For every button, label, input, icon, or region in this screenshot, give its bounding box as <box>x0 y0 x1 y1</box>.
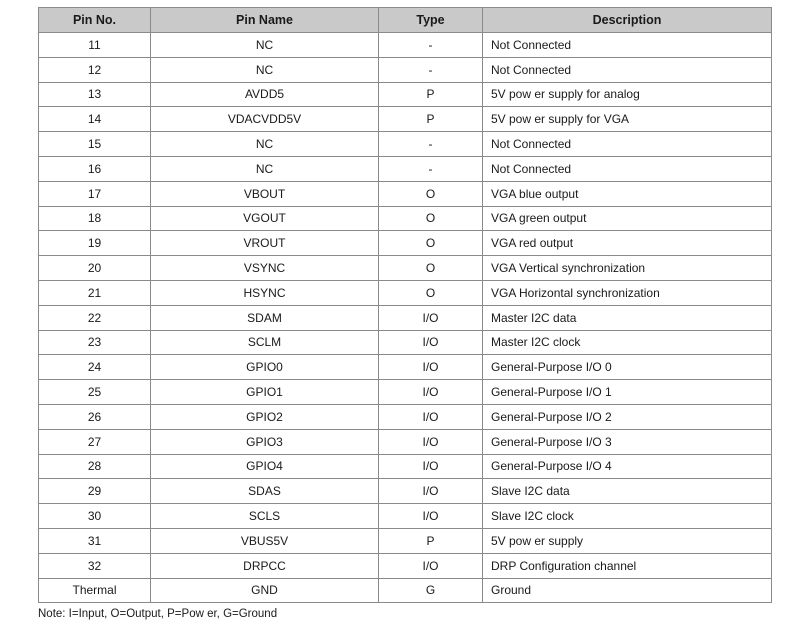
cell-type: G <box>379 578 483 603</box>
cell-pin-no: Thermal <box>39 578 151 603</box>
table-row <box>39 206 772 231</box>
cell-pin-no: 28 <box>39 454 151 479</box>
table-row <box>39 57 772 82</box>
cell-pin-name: NC <box>151 33 379 58</box>
cell-type: - <box>379 33 483 58</box>
cell-description: VGA green output <box>483 206 772 231</box>
cell-type: O <box>379 206 483 231</box>
cell-pin-no: 31 <box>39 528 151 553</box>
cell-pin-no: 20 <box>39 256 151 281</box>
cell-pin-name: NC <box>151 57 379 82</box>
cell-description: VGA blue output <box>483 181 772 206</box>
cell-type: I/O <box>379 380 483 405</box>
cell-type: I/O <box>379 504 483 529</box>
cell-description: Not Connected <box>483 33 772 58</box>
cell-pin-no: 27 <box>39 429 151 454</box>
pin-table-body <box>39 33 772 603</box>
cell-type: O <box>379 256 483 281</box>
cell-type: I/O <box>379 404 483 429</box>
table-row <box>39 132 772 157</box>
cell-description: Master I2C clock <box>483 330 772 355</box>
cell-description: General-Purpose I/O 0 <box>483 355 772 380</box>
table-row <box>39 33 772 58</box>
cell-description: Not Connected <box>483 132 772 157</box>
cell-description: VGA red output <box>483 231 772 256</box>
cell-pin-name: VBUS5V <box>151 528 379 553</box>
cell-description: Slave I2C data <box>483 479 772 504</box>
cell-pin-name: HSYNC <box>151 280 379 305</box>
cell-type: P <box>379 82 483 107</box>
cell-type: P <box>379 528 483 553</box>
cell-pin-no: 11 <box>39 33 151 58</box>
table-row <box>39 355 772 380</box>
header-type: Type <box>379 8 483 33</box>
cell-pin-name: VSYNC <box>151 256 379 281</box>
cell-pin-name: SCLS <box>151 504 379 529</box>
pin-table <box>38 7 772 603</box>
cell-pin-name: GPIO2 <box>151 404 379 429</box>
cell-pin-no: 18 <box>39 206 151 231</box>
cell-description: DRP Configuration channel <box>483 553 772 578</box>
cell-pin-no: 29 <box>39 479 151 504</box>
header-row <box>39 8 772 33</box>
cell-pin-name: GPIO4 <box>151 454 379 479</box>
cell-pin-no: 17 <box>39 181 151 206</box>
table-row <box>39 107 772 132</box>
table-row <box>39 305 772 330</box>
table-row <box>39 578 772 603</box>
cell-type: O <box>379 181 483 206</box>
cell-type: P <box>379 107 483 132</box>
cell-pin-no: 30 <box>39 504 151 529</box>
header-description: Description <box>483 8 772 33</box>
cell-pin-name: VGOUT <box>151 206 379 231</box>
cell-pin-no: 21 <box>39 280 151 305</box>
cell-type: I/O <box>379 330 483 355</box>
table-row <box>39 330 772 355</box>
table-row <box>39 380 772 405</box>
cell-type: I/O <box>379 479 483 504</box>
cell-description: VGA Horizontal synchronization <box>483 280 772 305</box>
table-row <box>39 256 772 281</box>
table-row <box>39 553 772 578</box>
cell-pin-no: 26 <box>39 404 151 429</box>
cell-description: General-Purpose I/O 2 <box>483 404 772 429</box>
cell-type: I/O <box>379 454 483 479</box>
table-row <box>39 231 772 256</box>
cell-pin-name: VDACVDD5V <box>151 107 379 132</box>
cell-description: Not Connected <box>483 57 772 82</box>
cell-pin-name: GND <box>151 578 379 603</box>
cell-description: VGA Vertical synchronization <box>483 256 772 281</box>
cell-type: - <box>379 57 483 82</box>
cell-type: I/O <box>379 429 483 454</box>
table-note: Note: I=Input, O=Output, P=Pow er, G=Ground <box>38 608 278 620</box>
cell-description: 5V pow er supply for analog <box>483 82 772 107</box>
pin-table-container <box>38 7 771 603</box>
cell-pin-no: 15 <box>39 132 151 157</box>
header-pin-name: Pin Name <box>151 8 379 33</box>
cell-description: 5V pow er supply for VGA <box>483 107 772 132</box>
cell-pin-no: 16 <box>39 156 151 181</box>
cell-description: General-Purpose I/O 4 <box>483 454 772 479</box>
cell-type: O <box>379 231 483 256</box>
cell-pin-name: SDAM <box>151 305 379 330</box>
cell-pin-name: NC <box>151 132 379 157</box>
cell-type: - <box>379 156 483 181</box>
cell-pin-name: VROUT <box>151 231 379 256</box>
cell-pin-no: 32 <box>39 553 151 578</box>
cell-pin-no: 12 <box>39 57 151 82</box>
cell-description: General-Purpose I/O 1 <box>483 380 772 405</box>
table-row <box>39 504 772 529</box>
table-row <box>39 429 772 454</box>
cell-pin-no: 24 <box>39 355 151 380</box>
cell-description: Not Connected <box>483 156 772 181</box>
cell-description: Master I2C data <box>483 305 772 330</box>
cell-type: - <box>379 132 483 157</box>
table-row <box>39 404 772 429</box>
cell-pin-no: 19 <box>39 231 151 256</box>
table-row <box>39 528 772 553</box>
cell-pin-name: VBOUT <box>151 181 379 206</box>
cell-description: Ground <box>483 578 772 603</box>
table-row <box>39 181 772 206</box>
table-row <box>39 156 772 181</box>
cell-pin-name: SCLM <box>151 330 379 355</box>
cell-pin-no: 23 <box>39 330 151 355</box>
cell-pin-name: GPIO3 <box>151 429 379 454</box>
cell-pin-no: 25 <box>39 380 151 405</box>
cell-pin-name: SDAS <box>151 479 379 504</box>
table-row <box>39 82 772 107</box>
cell-description: Slave I2C clock <box>483 504 772 529</box>
cell-pin-no: 13 <box>39 82 151 107</box>
cell-type: O <box>379 280 483 305</box>
cell-type: I/O <box>379 553 483 578</box>
pin-table-header <box>39 8 772 33</box>
cell-pin-no: 14 <box>39 107 151 132</box>
cell-pin-name: DRPCC <box>151 553 379 578</box>
cell-description: General-Purpose I/O 3 <box>483 429 772 454</box>
cell-pin-no: 22 <box>39 305 151 330</box>
cell-type: I/O <box>379 305 483 330</box>
header-pin-no: Pin No. <box>39 8 151 33</box>
table-row <box>39 454 772 479</box>
cell-pin-name: GPIO0 <box>151 355 379 380</box>
cell-description: 5V pow er supply <box>483 528 772 553</box>
table-row <box>39 280 772 305</box>
cell-pin-name: NC <box>151 156 379 181</box>
cell-pin-name: GPIO1 <box>151 380 379 405</box>
cell-pin-name: AVDD5 <box>151 82 379 107</box>
cell-type: I/O <box>379 355 483 380</box>
table-row <box>39 479 772 504</box>
